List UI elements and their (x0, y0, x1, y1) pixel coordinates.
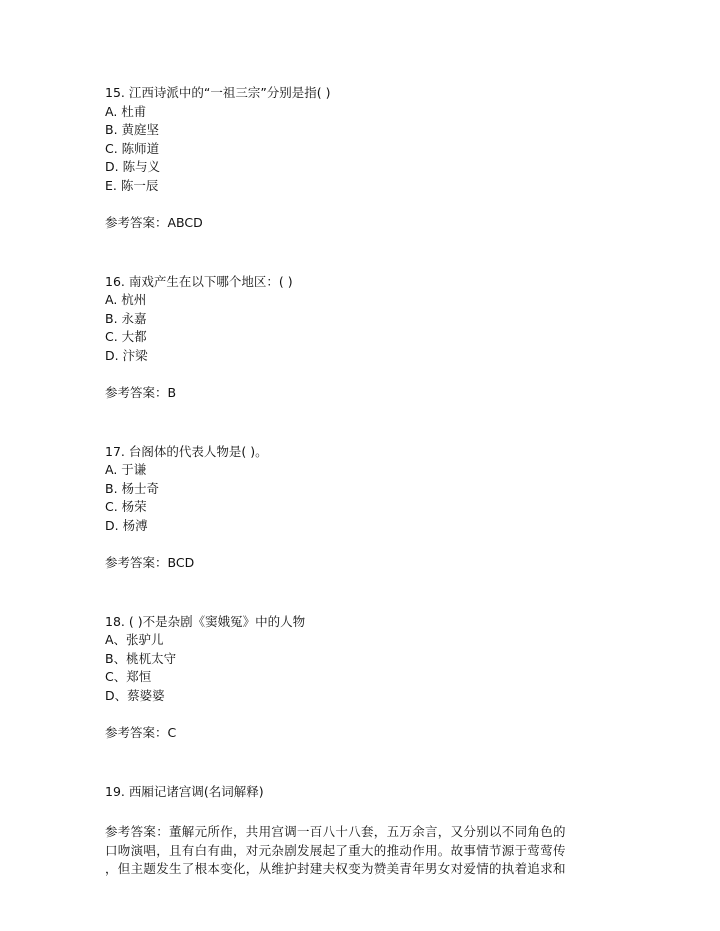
option-d: D. 杨溥 (105, 517, 148, 533)
question-16 (105, 273, 625, 403)
option-d: D. 陈与义 (105, 159, 161, 174)
option-a: A、张驴儿 (105, 632, 164, 647)
reference-answer: 参考答案：ABCD (105, 215, 203, 230)
option-b: B. 杨士奇 (105, 480, 160, 496)
question-15 (105, 84, 625, 233)
option-c: C、郑恒 (105, 669, 152, 684)
question-title: 15. 江西诗派中的“一祖三宗”分别是指( ) (105, 85, 331, 100)
answer-paragraph (105, 823, 625, 879)
spacer (105, 403, 625, 443)
question-title: 18. ( )不是杂剧《窦娥冤》中的人物 (105, 613, 306, 629)
option-list (105, 103, 625, 196)
option-c: C. 杨荣 (105, 499, 147, 514)
option-b: B、桃杌太守 (105, 650, 177, 666)
reference-answer: 参考答案：C (105, 725, 177, 740)
option-d: D. 汴梁 (105, 347, 148, 363)
option-list (105, 291, 625, 365)
option-a: A. 杭州 (105, 292, 147, 307)
question-18 (105, 613, 625, 743)
option-a: A. 于谦 (105, 462, 147, 477)
answer-line: ，但主题发生了根本变化，从维护封建夫权变为赞美青年男女对爱情的执着追求和 (105, 861, 566, 876)
option-d: D、蔡婆婆 (105, 687, 165, 703)
spacer (105, 801, 625, 823)
reference-answer: 参考答案：B (105, 385, 177, 400)
spacer (105, 233, 625, 273)
option-list (105, 631, 625, 705)
answer-line: 口吻演唱，且有白有曲，对元杂剧发展起了重大的推动作用。故事情节源于莺莺传 (105, 842, 566, 858)
question-title: 17. 台阁体的代表人物是( )。 (105, 443, 268, 459)
option-c: C. 陈师道 (105, 140, 160, 156)
answer-line: 参考答案：董解元所作，共用宫调一百八十八套，五万余言，又分别以不同角色的 (105, 824, 566, 839)
option-c: C. 大都 (105, 329, 147, 344)
question-title: 16. 南戏产生在以下哪个地区：( ) (105, 273, 293, 289)
question-17 (105, 443, 625, 573)
spacer (105, 573, 625, 613)
reference-answer: 参考答案：BCD (105, 555, 195, 570)
document-page (105, 84, 625, 879)
option-b: B. 黄庭坚 (105, 122, 160, 137)
option-b: B. 永嘉 (105, 310, 147, 326)
question-title: 19. 西厢记诸宫调(名词解释) (105, 783, 264, 799)
spacer (105, 743, 625, 783)
option-list (105, 461, 625, 535)
option-e: E. 陈一辰 (105, 177, 159, 193)
option-a: A. 杜甫 (105, 103, 147, 119)
question-19 (105, 783, 625, 879)
